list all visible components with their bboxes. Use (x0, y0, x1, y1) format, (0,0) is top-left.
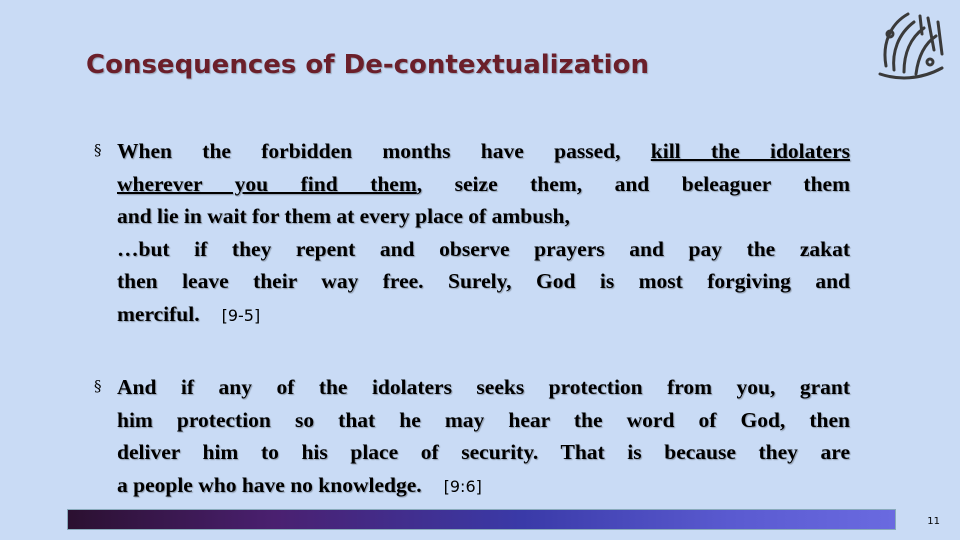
quran-calligraphy-icon (868, 4, 952, 88)
text-line: a people who have no knowledge. [9:6] (117, 472, 482, 497)
text-line: wherever you find them, seize them, and beleaguer them (117, 171, 850, 196)
text-line: When the forbidden months have passed, kill the idolaters (117, 139, 850, 163)
verse-reference: [9-5] (221, 305, 261, 325)
page-number: 11 (927, 516, 940, 527)
bullet-icon: § (94, 141, 102, 159)
text-line: then leave their way free. Surely, God is most forgiving and (117, 269, 850, 293)
verse-reference: [9:6] (443, 476, 482, 496)
text-line: merciful. [9-5] (117, 301, 261, 326)
text-line: and lie in wait for them at every place of ambush, (117, 204, 570, 228)
verse-paragraph-1 (117, 135, 850, 332)
text-line: deliver him to his place of security. That is because they are (117, 440, 850, 464)
text-line: And if any of the idolaters seeks protection from you, grant (117, 375, 850, 399)
verse-paragraph-2 (117, 371, 850, 503)
bullet-icon: § (94, 377, 102, 395)
slide-title: Consequences of De-contextualization (86, 50, 649, 80)
text-line: …but if they repent and observe prayers and pay the zakat (117, 236, 850, 261)
footer-bar (67, 509, 896, 530)
text-line: him protection so that he may hear the word of God, then (117, 407, 850, 432)
